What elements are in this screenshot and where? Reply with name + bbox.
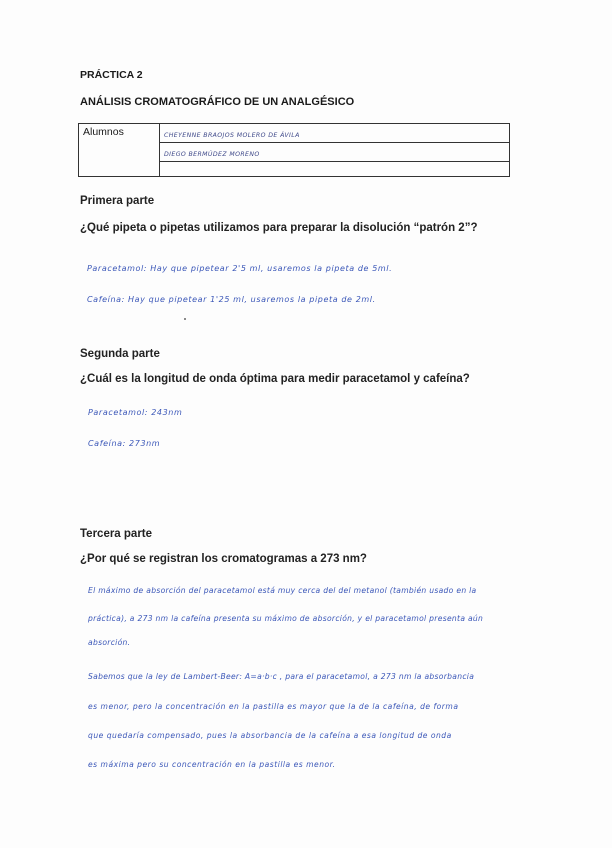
part2-answer-line: Paracetamol: 243nm — [88, 408, 183, 417]
part3-answer-line: práctica), a 273 nm la cafeína presenta su máximo de absorción, y el paracetamol presenta aún — [88, 614, 484, 623]
students-table — [78, 123, 510, 177]
part3-answer-line: que quedaría compensado, pues la absorbancia de la cafeína a esa longitud de onda — [88, 731, 452, 740]
part1-answer-line: Paracetamol: Hay que pipetear 2'5 ml, usaremos la pipeta de 5ml. — [87, 264, 393, 273]
part1-answer-line: Cafeína: Hay que pipetear 1'25 ml, usaremos la pipeta de 2ml. — [87, 295, 376, 304]
practice-number: PRÁCTICA 2 — [80, 69, 143, 81]
part1-heading: Primera parte — [80, 195, 155, 207]
table-row — [79, 124, 510, 143]
part3-answer-line: El máximo de absorción del paracetamol está muy cerca del del metanol (también usado en la — [88, 586, 477, 595]
student-name: CHEYENNE BRAOJOS MOLERO DE ÁVILA — [164, 132, 300, 139]
part2-question: ¿Cuál es la longitud de onda óptima para medir paracetamol y cafeína? — [80, 373, 470, 385]
document-title: ANÁLISIS CROMATOGRÁFICO DE UN ANALGÉSICO — [80, 96, 355, 108]
student-name-cell — [160, 162, 510, 177]
part2-heading: Segunda parte — [80, 348, 160, 360]
part3-answer-line: es máxima pero su concentración en la pastilla es menor. — [88, 760, 336, 769]
ink-dot — [184, 318, 186, 320]
part3-answer-line: absorción. — [88, 638, 131, 647]
part2-answer-line: Cafeína: 273nm — [88, 439, 161, 448]
student-name-cell — [160, 143, 510, 162]
part3-question: ¿Por qué se registran los cromatogramas a 273 nm? — [80, 553, 367, 565]
student-name-cell — [160, 124, 510, 143]
students-label: Alumnos — [79, 124, 160, 177]
part3-answer-line: es menor, pero la concentración en la pastilla es mayor que la de la cafeína, de forma — [88, 702, 459, 711]
student-name: DIEGO BERMÚDEZ MORENO — [164, 151, 260, 158]
part1-question: ¿Qué pipeta o pipetas utilizamos para preparar la disolución “patrón 2”? — [80, 222, 478, 234]
part3-heading: Tercera parte — [80, 528, 153, 540]
part3-answer-line: Sabemos que la ley de Lambert-Beer: A=a·b·c , para el paracetamol, a 273 nm la absorbancia — [88, 672, 475, 681]
